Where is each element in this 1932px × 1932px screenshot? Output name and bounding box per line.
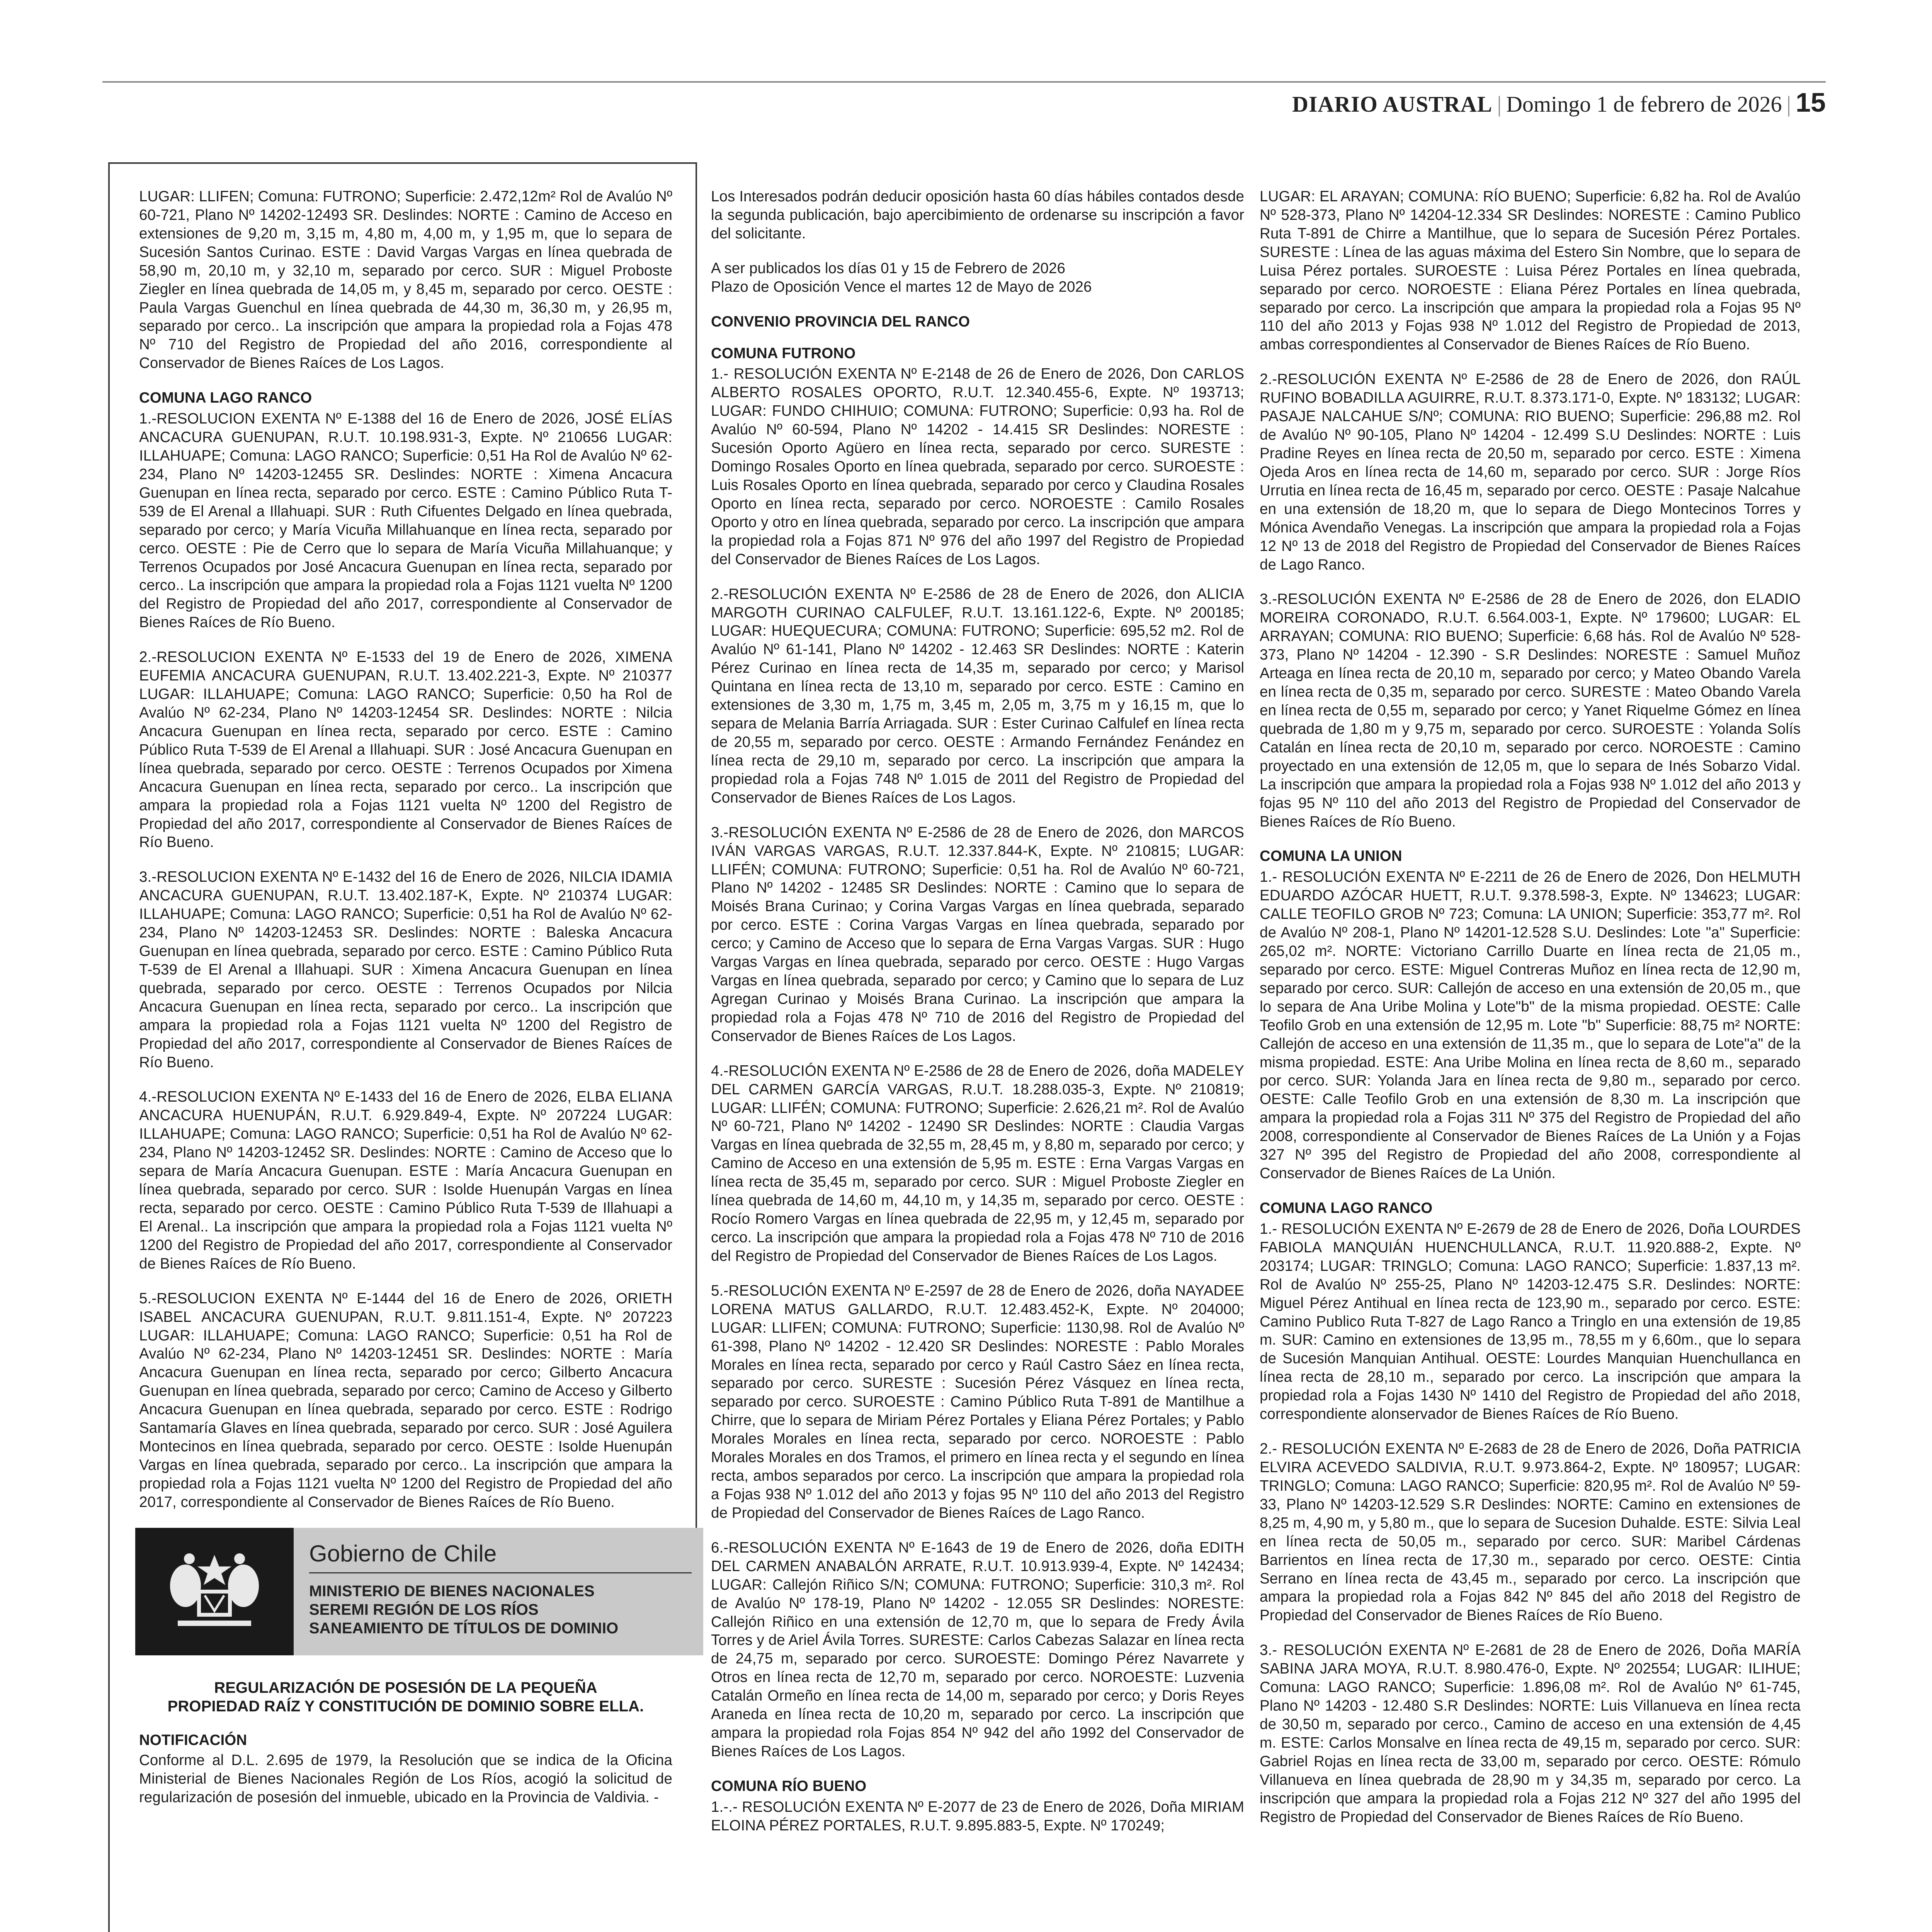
column-2 bbox=[711, 187, 1244, 1851]
seremi-name: SEREMI REGIÓN DE LOS RÍOS bbox=[309, 1601, 539, 1618]
government-banner bbox=[135, 1528, 703, 1655]
notice-text: 2.-RESOLUCION EXENTA Nº E-1533 del 19 de Enero de 2026, XIMENA EUFEMIA ANCACURA GUENUPAN, R.U.T. 13.402.221-3, Expte. Nº 210377 LUGAR: ILLAHUAPE; Comuna: LAGO RANCO; Superficie: 0,50 ha Rol de Avalúo Nº 62-234, Plano Nº 14203-12454 SR. Deslindes: NORTE : Nilcia Ancacura Guenupan en línea recta, separado por cerco. ESTE : Camino Público Ruta T-539 de El Arenal a Illahuapi. SUR : José Ancacura Guenupan en línea quebrada, separado por cerco. OESTE : Terrenos Ocupados por Ximena Ancacura Guenupan en línea recta, separado por cerco.. La inscripción que ampara la propiedad rola a Fojas 1121 vuelta Nº 1200 del Registro de Propiedad del año 2017, correspondiente al Conservador de Bienes Raíces de Río Bueno. bbox=[139, 649, 672, 851]
section-heading: COMUNA RÍO BUENO bbox=[711, 1777, 867, 1794]
notice-text: 1.- RESOLUCIÓN EXENTA Nº E-2679 de 28 de Enero de 2026, Doña LOURDES FABIOLA MANQUIÁN HUENCHULLANCA, R.U.T. 11.920.888-2, Expte. Nº 203174; LUGAR: TRINGLO; Comuna: LAGO RANCO; Superficie: 1.837,13 m². Rol de Avalúo Nº 255-25, Plano Nº 14203-12.475 S.R. Deslindes: NORTE: Miguel Pérez Antihual en línea recta de 123,90 m., separado por cerco. ESTE: Camino Publico Ruta T-827 de Lago Ranco a Tringlo en una extensión de 19,85 m. SUR: Camino en extensiones de 13,95 m., 78,55 m y 6,60m., que lo separa de Sucesión Manquian Antihual. OESTE: Lourdes Manquian Huenchullanca en línea recta de 28,10 m., separado por cerco. La inscripción que ampara la propiedad rola a Fojas 1430 Nº 1410 del Registro de Propiedad del año 2018, correspondiente alonservador de Bienes Raíces de Río Bueno. bbox=[1260, 1220, 1801, 1423]
section-heading: CONVENIO PROVINCIA DEL RANCO bbox=[711, 313, 970, 330]
notice-text: 3.-RESOLUCIÓN EXENTA Nº E-2586 de 28 de Enero de 2026, don ELADIO MOREIRA CORONADO, R.U.T. 6.564.003-1, Expte. Nº 179600; LUGAR: EL ARRAYAN; COMUNA: RIO BUENO; Superficie: 6,68 hás. Rol de Avalúo Nº 528-373, Plano Nº 14204 - 12.390 - S.R Deslindes: NORESTE : Samuel Muñoz Arteaga en línea recta de 20,10 m, separado por cerco; y Mateo Obando Varela en línea recta de 0,35 m, separado por cerco. SURESTE : Mateo Obando Varela en línea recta de 0,55 m, separado por cerco; y Yanet Riquelme Gómez en línea quebrada de 1,80 m y 9,75 m, separado por cerco. SUROESTE : Yolanda Solís Catalán en línea recta de 20,10 m, separado por cerco. NOROESTE : Camino proyectado en una extensión de 12,05 m, que lo separa de Inés Sobarzo Vidal. La inscripción que ampara la propiedad rola a Fojas 938 Nº 1.012 del año 2013 y fojas 95 Nº 110 del año 2013 del Registro de Propiedad del Conservador de Bienes Raíces de Río Bueno. bbox=[1260, 591, 1801, 830]
page-header: DIARIO AUSTRAL | Domingo 1 de febrero de 2026 | 15 bbox=[1292, 87, 1826, 117]
section-heading: COMUNA LA UNION bbox=[1260, 848, 1402, 865]
notice-text: 5.-RESOLUCION EXENTA Nº E-1444 del 16 de Enero de 2026, ORIETH ISABEL ANCACURA GUENUPAN, R.U.T. 9.811.151-4, Expte. Nº 207223 LUGAR: ILLAHUAPE; Comuna: LAGO RANCO; Superficie: 0,51 ha Rol de Avalúo Nº 62-234, Plano Nº 14203-12451 SR. Deslindes: NORTE : María Ancacura Guenupan en línea recta, separado por cerco; Gilberto Ancacura Guenupan en línea quebrada, separado por cerco; Camino de Acceso y Gilberto Ancacura Guenupan en línea quebrada, separado por cerco. ESTE : Rodrigo Santamaría Glaves en línea quebrada, separado por cerco. SUR : José Aguilera Montecinos en línea quebrada, separado por cerco. OESTE : Isolde Huenupán Vargas en línea quebrada, separado por cerco.. La inscripción que ampara la propiedad rola a Fojas 1121 vuelta Nº 1200 del Registro de Propiedad del año 2017, correspondiente al Conservador de Bienes Raíces de Río Bueno. bbox=[139, 1290, 672, 1510]
frame-left bbox=[108, 162, 110, 1932]
program-name: SANEAMIENTO DE TÍTULOS DE DOMINIO bbox=[309, 1619, 619, 1637]
notice-text: 1.-.- RESOLUCIÓN EXENTA Nº E-2077 de 23 de Enero de 2026, Doña MIRIAM ELOINA PÉREZ PORTALES, R.U.T. 9.895.883-5, Expte. Nº 170249; bbox=[711, 1798, 1244, 1834]
notice-text: Los Interesados podrán deducir oposición hasta 60 días hábiles contados desde la segunda publicación, bajo apercibimiento de ordenarse su inscripción a favor del solicitante. bbox=[711, 188, 1244, 242]
top-rule bbox=[102, 81, 1826, 83]
notice-text: 6.-RESOLUCIÓN EXENTA Nº E-1643 de 19 de Enero de 2026, doña EDITH DEL CARMEN ANABALÓN ARRATE, R.U.T. 10.913.939-4, Expte. Nº 142434; LUGAR: Callejón Riñico S/N; COMUNA: FUTRONO; Superficie: 310,3 m². Rol de Avalúo Nº 178-19, Plano Nº 14202 - 12.055 SR Deslindes: NORESTE: Callejón Riñico en una extensión de 12,70 m, que lo separa de Fredy Ávila Torres y de Ariel Ávila Torres. SURESTE: Carlos Cabezas Salazar en línea recta de 24,75 m, separado por cerco. SUROESTE: Domingo Pérez Navarrete y Otros en línea recta de 12,70 m, separado por cerco. NOROESTE: Luzvenia Catalán Ormeño en línea recta de 14,00 m, separado por cerco; y Doris Reyes Araneda en línea recta de 10,20 m, separado por cerco. La inscripción que ampara la propiedad rola Fojas 854 Nº 942 del año 1992 del Conservador de Bienes Raíces de Los Lagos. bbox=[711, 1539, 1244, 1760]
notice-text: 3.-RESOLUCION EXENTA Nº E-1432 del 16 de Enero de 2026, NILCIA IDAMIA ANCACURA GUENUPAN, R.U.T. 13.402.187-K, Expte. Nº 210374 LUGAR: ILLAHUAPE; Comuna: LAGO RANCO; Superficie: 0,51 ha Rol de Avalúo Nº 62-234, Plano Nº 14203-12453 SR. Deslindes: NORTE : Baleska Ancacura Guenupan en línea quebrada, separado por cerco. ESTE : Camino Público Ruta T-539 de El Arenal a Illahuapi. SUR : Ximena Ancacura Guenupan en línea quebrada, separado por cerco. OESTE : Terrenos Ocupados por Nilcia Ancacura Guenupan en línea recta, separado por cerco.. La inscripción que ampara la propiedad rola a Fojas 1121 vuelta Nº 1200 del Registro de Propiedad del año 2017, correspondiente al Conservador de Bienes Raíces de Río Bueno. bbox=[139, 869, 672, 1071]
notices-frame bbox=[108, 162, 1824, 1932]
frame-right-col1 bbox=[696, 162, 697, 1642]
column-1 bbox=[139, 187, 672, 1823]
notice-text: 2.-RESOLUCIÓN EXENTA Nº E-2586 de 28 de Enero de 2026, don RAÚL RUFINO BOBADILLA AGUIRRE, R.U.T. 8.373.171-0, Expte. Nº 183132; LUGAR: PASAJE NALCAHUE S/Nº; COMUNA: RIO BUENO; Superficie: 296,88 m2. Rol de Avalúo Nº 90-105, Plano Nº 14204 - 12.499 S.U Deslindes: NORTE : Luis Pradine Reyes en línea recta de 20,50 m, separado por cerco. ESTE : Ximena Ojeda Aros en línea recta de 14,60 m, separado por cerco. SUR : Jorge Ríos Urrutia en línea recta de 16,45 m, separado por cerco. OESTE : Pasaje Nalcahue en una extensión de 18,20 m, que lo separa de Diego Montecinos Torres y Mónica Avendaño Venegas. La inscripción que ampara la propiedad rola a Fojas 12 Nº 13 de 2018 del Registro de Propiedad del Conservador de Bienes Raíces de Lago Ranco. bbox=[1260, 371, 1801, 573]
government-title: Gobierno de Chile bbox=[309, 1540, 497, 1566]
frame-top-left bbox=[108, 162, 696, 164]
notice-text: LUGAR: LLIFEN; Comuna: FUTRONO; Superficie: 2.472,12m² Rol de Avalúo Nº 60-721, Plano Nº 14202-12493 SR. Deslindes: NORTE : Camino de Acceso en extensiones de 9,20 m, 3,15 m, 4,80 m, 4,00 m, y 1,95 m, que lo separa de Sucesión Santos Curinao. ESTE : David Vargas Vargas en línea quebrada de 58,90 m, 20,10 m, y 32,10 m, separado por cerco. SUR : Miguel Proboste Ziegler en línea quebrada de 14,05 m, y 8,45 m, separado por cerco. OESTE : Paula Vargas Guenchul en línea quebrada de 44,30 m, 36,30 m, y 26,95 m, separado por cerco.. La inscripción que ampara la propiedad rola a Fojas 478 Nº 710 del Registro de Propiedad del año 2016, correspondiente al Conservador de Bienes Raíces de Los Lagos. bbox=[139, 188, 672, 372]
notice-text: 1.- RESOLUCIÓN EXENTA Nº E-2148 de 26 de Enero de 2026, Don CARLOS ALBERTO ROSALES OPORTO, R.U.T. 12.340.455-6, Expte. Nº 193713; LUGAR: FUNDO CHIHUIO; COMUNA: FUTRONO; Superficie: 0,93 ha. Rol de Avalúo Nº 60-594, Plano Nº 14202 - 14.415 SR Deslindes: NORESTE : Sucesión Oporto Agüero en línea recta, separado por cerco. SURESTE : Domingo Rosales Oporto en línea quebrada, separado por cerco. SUROESTE : Luis Rosales Oporto en línea quebrada, separado por cerco y Claudina Rosales Oporto en línea recta, separado por cerco. NOROESTE : Camilo Rosales Oporto y otro en línea quebrada, separado por cerco. La inscripción que ampara la propiedad rola a Fojas 871 Nº 976 del año 1997 del Registro de Propiedad del Conservador de Bienes Raíces de Los Lagos. bbox=[711, 366, 1244, 568]
notice-text: 3.-RESOLUCIÓN EXENTA Nº E-2586 de 28 de Enero de 2026, don MARCOS IVÁN VARGAS VARGAS, R.U.T. 12.337.844-K, Expte. Nº 210815; LUGAR: LLIFÉN; COMUNA: FUTRONO; Superficie: 0,51 ha. Rol de Avalúo Nº 60-721, Plano Nº 14202 - 12485 SR Deslindes: NORTE : Camino que lo separa de Moisés Brana Curinao; y Corina Vargas Vargas en línea quebrada, separado por cerco. ESTE : Corina Vargas Vargas en línea quebrada, separado por cerco; y Camino de Acceso que lo separa de Erna Vargas Vargas. SUR : Hugo Vargas Vargas en línea quebrada, separado por cerco. OESTE : Hugo Vargas Vargas en línea quebrada, separado por cerco; y Camino que lo separa de Luz Agregan Curinao y Moisés Brana Curinao. La inscripción que ampara la propiedad rola a Fojas 478 Nº 710 de 2016 del Registro de Propiedad del Conservador de Bienes Raíces de Los Lagos. bbox=[711, 824, 1244, 1044]
column-3 bbox=[1260, 187, 1801, 1843]
publication-date: Domingo 1 de febrero de 2026 bbox=[1506, 92, 1782, 117]
publication-name: DIARIO AUSTRAL bbox=[1292, 92, 1493, 117]
notice-text: 1.-RESOLUCION EXENTA Nº E-1388 del 16 de Enero de 2026, JOSÉ ELÍAS ANCACURA GUENUPAN, R.U.T. 10.198.931-3, Expte. Nº 210656 LUGAR: ILLAHUAPE; Comuna: LAGO RANCO; Superficie: 0,51 Ha Rol de Avalúo Nº 62-234, Plano Nº 14203-12455 SR. Deslindes: NORTE : Ximena Ancacura Guenupan en línea recta, separado por cerco. ESTE : Camino Público Ruta T-539 de El Arenal a Illahuapi. SUR : Ruth Cifuentes Delgado en línea quebrada, separado por cerco; y María Vicuña Millahuanque en línea recta, separado por cerco. OESTE : Pie de Cerro que lo separa de María Vicuña Millahuanque; y Terrenos Ocupados por José Ancacura Guenupan en línea recta, separado por cerco.. La inscripción que ampara la propiedad rola a Fojas 1121 vuelta Nº 1200 del Registro de Propiedad del año 2017, correspondiente al Conservador de Bienes Raíces de Río Bueno. bbox=[139, 410, 672, 631]
section-heading: COMUNA LAGO RANCO bbox=[139, 389, 312, 406]
notification-text: Conforme al D.L. 2.695 de 1979, la Resolución que se indica de la Oficina Ministerial de Bienes Nacionales Región de Los Ríos, acogió la solicitud de regularización de posesión del inmueble, ubicado en la Provincia de Valdivia. - bbox=[139, 1752, 672, 1806]
notice-text: 4.-RESOLUCIÓN EXENTA Nº E-2586 de 28 de Enero de 2026, doña MADELEY DEL CARMEN GARCÍA VARGAS, R.U.T. 18.288.035-3, Expte. Nº 210819; LUGAR: LLIFÉN; COMUNA: FUTRONO; Superficie: 2.626,21 m². Rol de Avalúo Nº 60-721, Plano Nº 14202 - 12490 SR Deslindes: NORTE : Claudia Vargas Vargas en línea quebrada de 32,55 m, 28,45 m, y 8,80 m, separado por cerco; y Camino de Acceso en una extensión de 5,95 m. ESTE : Erna Vargas Vargas en línea recta de 35,45 m, separado por cerco. SUR : Miguel Proboste Ziegler en línea quebrada de 14,60 m, 44,10 m, y 14,35 m, separado por cerco. OESTE : Rocío Romero Vargas en línea quebrada de 22,95 m, y 12,45 m, separado por cerco. La inscripción que ampara la propiedad rola a Fojas 478 Nº 710 de 2016 del Registro de Propiedad del Conservador de Bienes Raíces de Los Lagos. bbox=[711, 1062, 1244, 1264]
notice-text: 4.-RESOLUCION EXENTA Nº E-1433 del 16 de Enero de 2026, ELBA ELIANA ANCACURA HUENUPÁN, R.U.T. 6.929.849-4, Expte. Nº 207224 LUGAR: ILLAHUAPE; Comuna: LAGO RANCO; Superficie: 0,51 ha Rol de Avalúo Nº 62-234, Plano Nº 14203-12452 SR. Deslindes: NORTE : Camino de Acceso que lo separa de María Ancacura Guenupan. ESTE : María Ancacura Guenupan en línea quebrada, separado por cerco. SUR : Isolde Huenupán Vargas en línea recta, separado por cerco. OESTE : Camino Público Ruta T-539 de Illahuapi a El Arenal.. La inscripción que ampara la propiedad rola a Fojas 1121 vuelta Nº 1200 del Registro de Propiedad del año 2017, correspondiente al Conservador de Bienes Raíces de Río Bueno. bbox=[139, 1088, 672, 1272]
notice-text: 1.- RESOLUCIÓN EXENTA Nº E-2211 de 26 de Enero de 2026, Don HELMUTH EDUARDO AZÓCAR HUETT, R.U.T. 9.378.598-3, Expte. Nº 134623; LUGAR: CALLE TEOFILO GROB Nº 723; Comuna: LA UNION; Superficie: 353,77 m². Rol de Avalúo Nº 208-1, Plano Nº 14201-12.528 S.U. Deslindes: Lote "a" Superficie: 265,02 m². NORTE: Victoriano Carrillo Duarte en línea recta de 21,05 m., separado por cerco. ESTE: Miguel Contreras Muñoz en línea recta de 12,90 m, separado por cerco. SUR: Callejón de acceso en una extensión de 20,05 m., que lo separa de Ana Uribe Molina y Lote"b" de la misma propiedad. OESTE: Calle Teofilo Grob en una extensión de 12,95 m. Lote "b" Superficie: 88,75 m² NORTE: Callejón de acceso en una extensión de 11,35 m., que lo separa de Lote"a" de la misma propiedad. ESTE: Ana Uribe Molina en línea recta de 8,60 m., separado por cerco. SUR: Yolanda Jara en línea recta de 9,80 m., separado por cerco. OESTE: Calle Teofilo Grob en una extensión de 8,30 m. La inscripción que ampara la propiedad rola a Fojas 311 Nº 375 del Registro de Propiedad del año 2008, correspondiente al Conservador de Bienes Raíces de La Unión y a Fojas 327 Nº 395 del Registro de Propiedad del año 2008, correspondiente al Conservador de Bienes Raíces de La Unión. bbox=[1260, 869, 1801, 1182]
notice-text: 2.- RESOLUCIÓN EXENTA Nº E-2683 de 28 de Enero de 2026, Doña PATRICIA ELVIRA ACEVEDO SALDIVIA, R.U.T. 9.973.864-2, Expte. Nº 180957; LUGAR: TRINGLO; Comuna: LAGO RANCO; Superficie: 820,95 m². Rol de Avalúo Nº 59-33, Plano Nº 14203-12.529 S.R Deslindes: NORTE: Camino en extensiones de 8,25 m, 4,90 m, y 5,80 m., que lo separa de Sucesion Duhalde. ESTE: Silvia Leal en línea recta de 50,05 m., separado por cerco. SUR: Maribel Cárdenas Barrientos en línea recta de 17,30 m., separado por cerco. OESTE: Cintia Serrano en línea recta de 43,45 m., separado por cerco. La inscripción que ampara la propiedad rola a Fojas 842 Nº 845 del año 2018 del Registro de Propiedad del Conservador de Bienes Raíces de Río Bueno. bbox=[1260, 1440, 1801, 1624]
notice-text: LUGAR: EL ARAYAN; COMUNA: RÍO BUENO; Superficie: 6,82 ha. Rol de Avalúo Nº 528-373, Plano Nº 14204-12.334 SR Deslindes: NORESTE : Camino Publico Ruta T-891 de Chirre a Mantilhue, que lo separa de Sucesión Pérez Portales. SURESTE : Línea de las aguas máxima del Estero Sin Nombre, que lo separa de Luisa Pérez portales. SUROESTE : Luisa Pérez Portales en línea quebrada, separado por cerco. NOROESTE : Eliana Pérez Portales en línea quebrada, separado por cerco. La inscripción que ampara la propiedad rola a Fojas 95 Nº 110 del año 2013 y Fojas 938 Nº 1.012 del Registro de Propiedad de 2013, ambas correspondientes al Conservador de Bienes Raíces de Río Bueno. bbox=[1260, 188, 1801, 353]
regularization-title-line-1: REGULARIZACIÓN DE POSESIÓN DE LA PEQUEÑA bbox=[214, 1679, 597, 1696]
regularization-title bbox=[139, 1679, 672, 1716]
publication-dates: A ser publicados los días 01 y 15 de Febrero de 2026 bbox=[711, 260, 1065, 277]
ministry-name: MINISTERIO DE BIENES NACIONALES bbox=[309, 1582, 595, 1600]
opposition-deadline: Plazo de Oposición Vence el martes 12 de Mayo de 2026 bbox=[711, 278, 1092, 295]
notification-heading: NOTIFICACIÓN bbox=[139, 1731, 247, 1748]
regularization-title-line-2: PROPIEDAD RAÍZ Y CONSTITUCIÓN DE DOMINIO SOBRE ELLA. bbox=[167, 1697, 644, 1715]
ministry-lines bbox=[309, 1582, 618, 1638]
section-heading: COMUNA FUTRONO bbox=[711, 345, 856, 362]
banner-divider bbox=[309, 1572, 692, 1573]
page-number: 15 bbox=[1796, 87, 1826, 117]
coat-of-arms-logo bbox=[135, 1528, 294, 1655]
notice-text: 2.-RESOLUCIÓN EXENTA Nº E-2586 de 28 de Enero de 2026, don ALICIA MARGOTH CURINAO CALFULEF, R.U.T. 13.161.122-6, Expte. Nº 200185; LUGAR: HUEQUECURA; COMUNA: FUTRONO; Superficie: 695,52 m2. Rol de Avalúo Nº 61-141, Plano Nº 14202 - 12.463 SR Deslindes: NORTE : Katerin Pérez Curinao en línea recta de 14,35 m, separado por cerco; y Marisol Quintana en línea recta de 13,10 m, separado por cerco. ESTE : Camino en extensiones de 3,30 m, 1,75 m, 3,45 m, 2,05 m, 3,75 m y 16,15 m, que lo separa de Melania Barría Arriagada. SUR : Ester Curinao Calfulef en línea recta de 20,55 m, separado por cerco. OESTE : Armando Fernández Fenández en línea recta de 29,10 m, separado por cerco. La inscripción que ampara la propiedad rola a Fojas 748 Nº 1.015 de 2011 del Registro de Propiedad del Conservador de Bienes Raíces de Los Lagos. bbox=[711, 585, 1244, 806]
notice-text: 3.- RESOLUCIÓN EXENTA Nº E-2681 de 28 de Enero de 2026, Doña MARÍA SABINA JARA MOYA, R.U.T. 8.980.476-0, Expte. Nº 202554; LUGAR: ILIHUE; Comuna: LAGO RANCO; Superficie: 1.896,08 m². Rol de Avalúo Nº 61-745, Plano Nº 14203 - 12.480 S.R Deslindes: NORTE: Luis Villanueva en línea recta de 30,50 m, separado por cerco., Camino de acceso en una extensión de 4,45 m. ESTE: Carlos Monsalve en línea recta de 49,15 m, separado por cerco. SUR: Gabriel Rojas en línea recta de 33,00 m, separado por cerco. OESTE: Rómulo Villanueva en línea quebrada de 28,90 m y 34,35 m, separado por cerco. La inscripción que ampara la propiedad rola a Fojas 212 Nº 327 del año 1995 del Registro de Propiedad del Conservador de Bienes Raíces de Río Bueno. bbox=[1260, 1642, 1801, 1825]
section-heading: COMUNA LAGO RANCO bbox=[1260, 1200, 1433, 1217]
notice-text: 5.-RESOLUCIÓN EXENTA Nº E-2597 de 28 de Enero de 2026, doña NAYADEE LORENA MATUS GALLARDO, R.U.T. 12.483.452-K, Expte. Nº 204000; LUGAR: LLIFEN; COMUNA: FUTRONO; Superficie: 1130,98. Rol de Avalúo Nº 61-398, Plano Nº 14202 - 12.420 SR Deslindes: NORESTE : Pablo Morales Morales en línea recta, separado por cerco y Raúl Castro Sáez en línea recta, separado por cerco. SURESTE : Sucesión Pérez Vásquez en línea recta, separado por cerco. SUROESTE : Camino Público Ruta T-891 de Mantilhue a Chirre, que lo separa de Miriam Pérez Portales y Eliana Pérez Portales; y Pablo Morales Morales en línea recta, separado por cerco. NOROESTE : Pablo Morales Morales en dos Tramos, el primero en línea recta y el segundo en línea recta, ambos separados por cerco. La inscripción que ampara la propiedad rola a Fojas 938 Nº 1.012 del año 2013 y fojas 95 Nº 110 del año 2013 del Registro de Propiedad del Conservador de Bienes Raíces de Lago Ranco. bbox=[711, 1282, 1244, 1521]
